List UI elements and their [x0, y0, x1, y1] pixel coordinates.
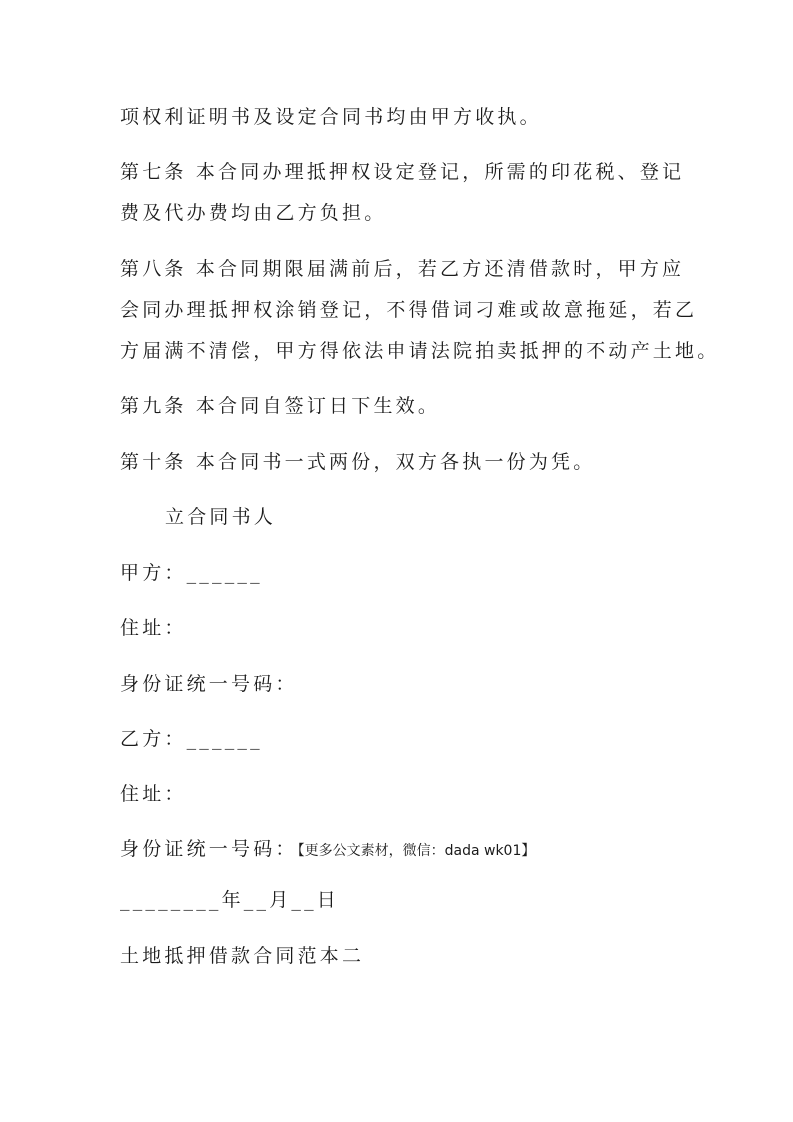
section-heading: 土地抵押借款合同范本二 [120, 945, 365, 967]
article-8-line-2: 会同办理抵押权涂销登记，不得借词刁难或故意拖延，若乙 [120, 299, 698, 321]
party-b-address-field: 住址： [120, 783, 187, 805]
article-8-line-3: 方届满不清偿，甲方得依法申请法院拍卖抵押的不动产土地。 [120, 340, 720, 362]
date-field: ________年__月__日 [120, 889, 340, 911]
party-b-id-line [120, 840, 535, 859]
party-b-id-field: 身份证统一号码： [120, 838, 298, 860]
signatories-heading: 立合同书人 [165, 506, 277, 528]
party-a-id-field: 身份证统一号码： [120, 673, 298, 695]
article-7-line-2: 费及代办费均由乙方负担。 [120, 202, 387, 224]
party-a-address-field: 住址： [120, 617, 187, 639]
party-b-field: 乙方：______ [120, 728, 263, 750]
promo-note: 【更多公文素材，微信：dada wk01】 [297, 843, 536, 859]
article-10-line: 第十条 本合同书一式两份，双方各执一份为凭。 [120, 451, 596, 473]
article-8-line-1: 第八条 本合同期限届满前后，若乙方还清借款时，甲方应 [120, 258, 685, 280]
paragraph-line: 项权利证明书及设定合同书均由甲方收执。 [120, 106, 542, 128]
article-7-line-1: 第七条 本合同办理抵押权设定登记，所需的印花税、登记 [120, 161, 685, 183]
article-9-line: 第九条 本合同自签订日下生效。 [120, 395, 441, 417]
party-a-field: 甲方：______ [120, 562, 263, 584]
